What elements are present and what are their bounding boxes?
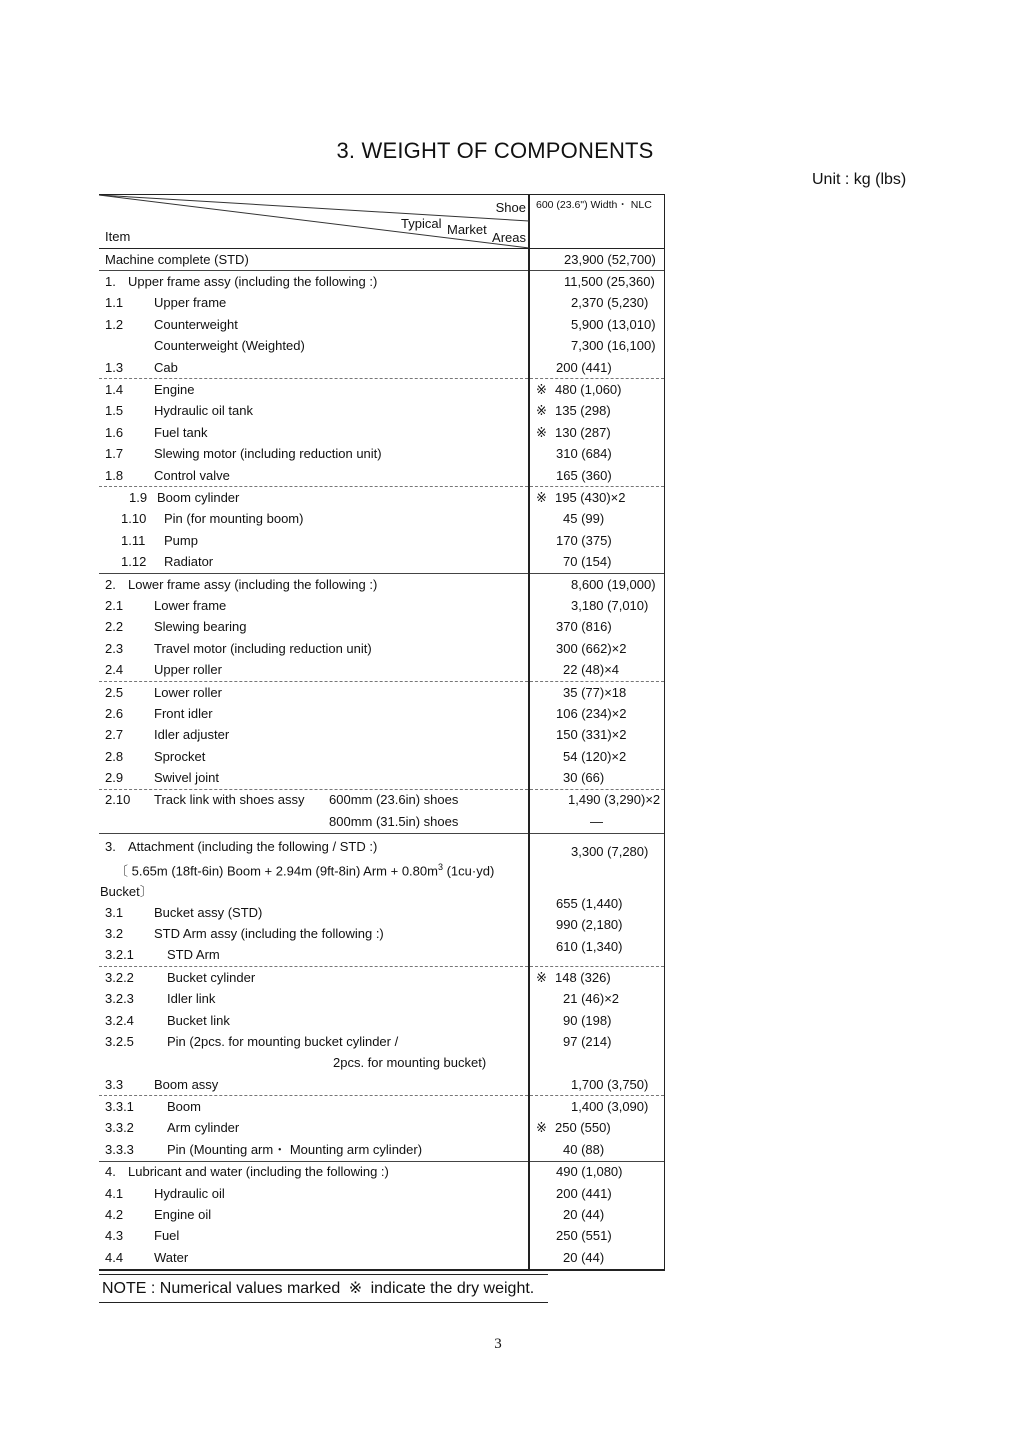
row-value: 250 (550) — [555, 1120, 611, 1136]
table-row — [99, 1074, 664, 1096]
row-value: 45 (99) — [563, 511, 605, 527]
table-row — [99, 293, 664, 314]
dry-weight-mark-icon: ※ — [536, 424, 547, 440]
table-row — [99, 1226, 664, 1247]
row-value: 2,370 (5,230) — [571, 295, 649, 311]
row-label: Pump — [164, 532, 198, 548]
row-value: 20 (44) — [563, 1249, 605, 1265]
row-label: Hydraulic oil tank — [154, 403, 253, 419]
row-value: 200 (441) — [556, 1185, 612, 1201]
table-row — [99, 271, 664, 293]
row-value: 21 (46)×2 — [563, 991, 620, 1007]
row-number: 3.2 — [105, 925, 124, 941]
dry-weight-note — [99, 1274, 548, 1303]
row-number: 2.5 — [105, 684, 124, 700]
table-row — [99, 357, 664, 379]
row-number: 2.9 — [105, 770, 124, 786]
row-value: 490 (1,080) — [556, 1164, 623, 1180]
row-label: Radiator — [164, 554, 214, 570]
row-value: 200 (441) — [556, 359, 612, 375]
row-number: 1.4 — [105, 382, 124, 398]
table-row — [99, 681, 664, 703]
row-number: 1.1 — [105, 295, 124, 311]
header-diagonal-cell — [99, 195, 529, 249]
row-number: 1.5 — [105, 403, 124, 419]
row-label: Upper frame assy (including the following :) — [128, 274, 378, 290]
row-value: 70 (154) — [563, 554, 612, 570]
row-label: Swivel joint — [154, 770, 220, 786]
table-row — [99, 945, 664, 967]
row-number: 3.3 — [105, 1076, 124, 1092]
row-label: Lower frame — [154, 597, 227, 613]
row-number: 3.2.1 — [105, 947, 134, 963]
table-row — [99, 703, 664, 724]
dry-weight-mark-icon: ※ — [536, 403, 547, 419]
note-suffix: indicate the dry weight. — [366, 1280, 535, 1297]
row-value: 8,600 (19,000) — [571, 576, 656, 592]
row-label: Lower roller — [154, 684, 222, 700]
table-row — [99, 1139, 664, 1161]
row-value: 170 (375) — [556, 532, 612, 548]
row-value: 655 (1,440) — [556, 895, 623, 911]
row-value: 3,300 (7,280) — [571, 843, 649, 859]
row-number: 1. — [105, 274, 116, 290]
row-sublabel: 600mm (23.6in) shoes — [329, 792, 459, 808]
row-label: Travel motor (including reduction unit) — [154, 640, 372, 656]
table-row — [99, 465, 664, 487]
table-row — [99, 789, 664, 811]
row-label: Idler link — [167, 991, 216, 1007]
row-label: Upper roller — [154, 662, 222, 678]
row-label: Slewing bearing — [154, 619, 247, 635]
row-label: Counterweight (Weighted) — [154, 338, 305, 354]
row-label: Front idler — [154, 705, 213, 721]
row-value: 150 (331)×2 — [556, 727, 627, 743]
table-row — [99, 595, 664, 616]
unit-label: Unit : kg (lbs) — [812, 171, 907, 188]
row-label: STD Arm — [167, 947, 220, 963]
row-label: Pin (for mounting boom) — [164, 511, 304, 527]
row-value: 90 (198) — [563, 1012, 612, 1028]
table-row — [99, 725, 664, 746]
row-label: Boom cylinder — [157, 489, 240, 505]
header-item: Item — [105, 229, 131, 244]
row-value: 1,400 (3,090) — [571, 1099, 649, 1115]
row-value: 5,900 (13,010) — [571, 316, 656, 332]
row-value: 54 (120)×2 — [563, 748, 627, 764]
table-row — [99, 401, 664, 422]
row-label: Machine complete (STD) — [105, 251, 249, 267]
dry-weight-mark-icon: ※ — [348, 1280, 363, 1297]
row-number: 2. — [105, 576, 116, 592]
row-label: Boom — [167, 1099, 201, 1115]
table-row — [99, 1204, 664, 1225]
table-row — [99, 746, 664, 767]
row-value: 610 (1,340) — [556, 938, 623, 954]
table-row — [99, 1031, 664, 1052]
row-label: Upper frame — [154, 295, 227, 311]
attachment-spec-end: (1cu·yd) — [442, 862, 495, 878]
table-row — [99, 617, 664, 638]
table-row — [99, 1053, 664, 1074]
attachment-spec-bucket: Bucket〕 — [100, 883, 153, 899]
row-label: Lubricant and water (including the following :) — [128, 1164, 389, 1180]
row-number: 3. — [105, 838, 116, 854]
table-row — [99, 573, 664, 595]
row-label: Fuel tank — [154, 424, 208, 440]
header-areas: Areas — [492, 230, 526, 245]
row-value: 990 (2,180) — [556, 917, 623, 933]
row-label: Engine oil — [154, 1207, 212, 1223]
attachment-spec-sup: 3 — [437, 861, 443, 872]
table-row — [99, 379, 664, 401]
row-label: Water — [154, 1249, 189, 1265]
dry-weight-mark-icon: ※ — [536, 489, 547, 505]
row-label: Pin (Mounting arm・ Mounting arm cylinder) — [167, 1141, 423, 1157]
table-row — [99, 659, 664, 681]
row-label: Pin (2pcs. for mounting bucket cylinder / — [167, 1033, 399, 1049]
row-value: 480 (1,060) — [555, 382, 622, 398]
table-row — [99, 509, 664, 530]
row-value: 310 (684) — [556, 446, 612, 462]
row-value: 130 (287) — [555, 424, 611, 440]
row-label: Counterweight — [154, 316, 238, 332]
table-row — [99, 1161, 664, 1183]
row-label: Bucket cylinder — [167, 969, 256, 985]
row-sublabel: 800mm (31.5in) shoes — [329, 813, 459, 829]
row-label: Arm cylinder — [167, 1120, 240, 1136]
row-number: 2.3 — [105, 640, 124, 656]
row-number: 4.1 — [105, 1185, 124, 1201]
table-row — [99, 1096, 664, 1118]
row-number: 3.2.4 — [105, 1012, 134, 1028]
row-number: 3.2.5 — [105, 1033, 134, 1049]
row-number: 1.3 — [105, 359, 124, 375]
table-row — [99, 988, 664, 1009]
row-label: Bucket assy (STD) — [154, 904, 263, 920]
row-number: 2.10 — [105, 792, 131, 808]
row-label: Boom assy — [154, 1076, 219, 1092]
row-value: 370 (816) — [556, 619, 612, 635]
header-market: Market — [447, 222, 487, 237]
page-number: 3 — [494, 1336, 502, 1352]
row-value: 165 (360) — [556, 467, 612, 483]
row-label: Attachment (including the following / STD :) — [128, 838, 378, 854]
row-label: Lower frame assy (including the following :) — [128, 576, 378, 592]
row-number: 1.8 — [105, 467, 124, 483]
table-row — [99, 422, 664, 443]
row-number: 2.4 — [105, 662, 124, 678]
row-label: Bucket link — [167, 1012, 230, 1028]
row-value: 20 (44) — [563, 1207, 605, 1223]
row-number: 3.1 — [105, 904, 124, 920]
table-row — [99, 833, 664, 902]
row-number: 4. — [105, 1164, 116, 1180]
row-value: 23,900 (52,700) — [564, 251, 656, 267]
table-row — [99, 314, 664, 335]
row-value: — — [590, 813, 603, 829]
table-row — [99, 444, 664, 465]
table-row — [99, 1010, 664, 1031]
row-number: 1.9 — [129, 489, 148, 505]
dry-weight-mark-icon: ※ — [536, 1120, 547, 1136]
row-label: Hydraulic oil — [154, 1185, 225, 1201]
row-number: 1.2 — [105, 316, 124, 332]
page-title: 3. WEIGHT OF COMPONENTS — [336, 138, 654, 163]
table-row — [99, 811, 664, 833]
table-row — [99, 551, 664, 573]
table-row — [99, 336, 664, 357]
table-row — [99, 1183, 664, 1204]
row-number: 3.3.2 — [105, 1120, 134, 1136]
row-value: 148 (326) — [555, 969, 611, 985]
row-number: 1.11 — [121, 532, 146, 548]
row-number: 1.12 — [121, 554, 147, 570]
table-row — [99, 967, 664, 989]
header-typical: Typical — [401, 216, 442, 231]
row-label: Cab — [154, 359, 178, 375]
row-number: 1.10 — [121, 511, 147, 527]
row-number: 3.2.3 — [105, 991, 134, 1007]
row-value: 30 (66) — [563, 770, 605, 786]
row-number: 4.2 — [105, 1207, 124, 1223]
row-label: Idler adjuster — [154, 727, 230, 743]
row-value: 1,700 (3,750) — [571, 1076, 649, 1092]
row-number: 3.3.3 — [105, 1141, 134, 1157]
header-column-label: 600 (23.6") Width・ NLC — [529, 195, 664, 249]
row-value: 106 (234)×2 — [556, 705, 627, 721]
row-value: 300 (662)×2 — [556, 640, 627, 656]
row-number: 4.3 — [105, 1228, 124, 1244]
row-number: 3.3.1 — [105, 1099, 134, 1115]
row-number: 1.7 — [105, 446, 124, 462]
row-number: 2.7 — [105, 727, 124, 743]
row-value: 195 (430)×2 — [555, 489, 626, 505]
row-label: 2pcs. for mounting bucket) — [333, 1055, 487, 1071]
row-value: 1,490 (3,290)×2 — [568, 792, 661, 808]
attachment-spec: 〔 5.65m (18ft-6in) Boom + 2.94m (9ft-8in) Arm + 0.80m — [115, 862, 438, 878]
table-row — [99, 638, 664, 659]
row-value: 7,300 (16,100) — [571, 338, 656, 354]
row-value: 250 (551) — [556, 1228, 612, 1244]
row-label: Sprocket — [154, 748, 206, 764]
row-value: 35 (77)×18 — [563, 684, 627, 700]
table-row — [99, 1118, 664, 1139]
note-prefix: NOTE : Numerical values marked — [102, 1280, 345, 1297]
row-value: 3,180 (7,010) — [571, 597, 649, 613]
weight-table — [99, 194, 665, 1271]
row-number: 3.2.2 — [105, 969, 134, 985]
row-number: 2.8 — [105, 748, 124, 764]
table-row — [99, 1247, 664, 1269]
row-number: 2.2 — [105, 619, 124, 635]
header-shoe: Shoe — [495, 200, 526, 215]
row-label: Slewing motor (including reduction unit) — [154, 446, 382, 462]
table-row — [99, 249, 664, 271]
table-row — [99, 767, 664, 789]
table-row — [99, 530, 664, 551]
row-label: Engine — [154, 382, 195, 398]
dry-weight-mark-icon: ※ — [536, 382, 547, 398]
table-header — [99, 195, 664, 249]
row-value: 11,500 (25,360) — [564, 274, 655, 290]
row-label: Fuel — [154, 1228, 180, 1244]
row-number: 2.6 — [105, 705, 124, 721]
row-label: Control valve — [154, 467, 230, 483]
row-label: STD Arm assy (including the following :) — [154, 925, 384, 941]
dry-weight-mark-icon: ※ — [536, 969, 547, 985]
row-value: 40 (88) — [563, 1141, 605, 1157]
row-number: 2.1 — [105, 597, 124, 613]
row-value: 22 (48)×4 — [563, 662, 620, 678]
row-number: 1.6 — [105, 424, 124, 440]
row-number: 4.4 — [105, 1249, 124, 1265]
row-value: 97 (214) — [563, 1033, 612, 1049]
table-row — [99, 487, 664, 509]
row-label: Track link with shoes assy — [154, 792, 305, 808]
row-value: 135 (298) — [555, 403, 611, 419]
